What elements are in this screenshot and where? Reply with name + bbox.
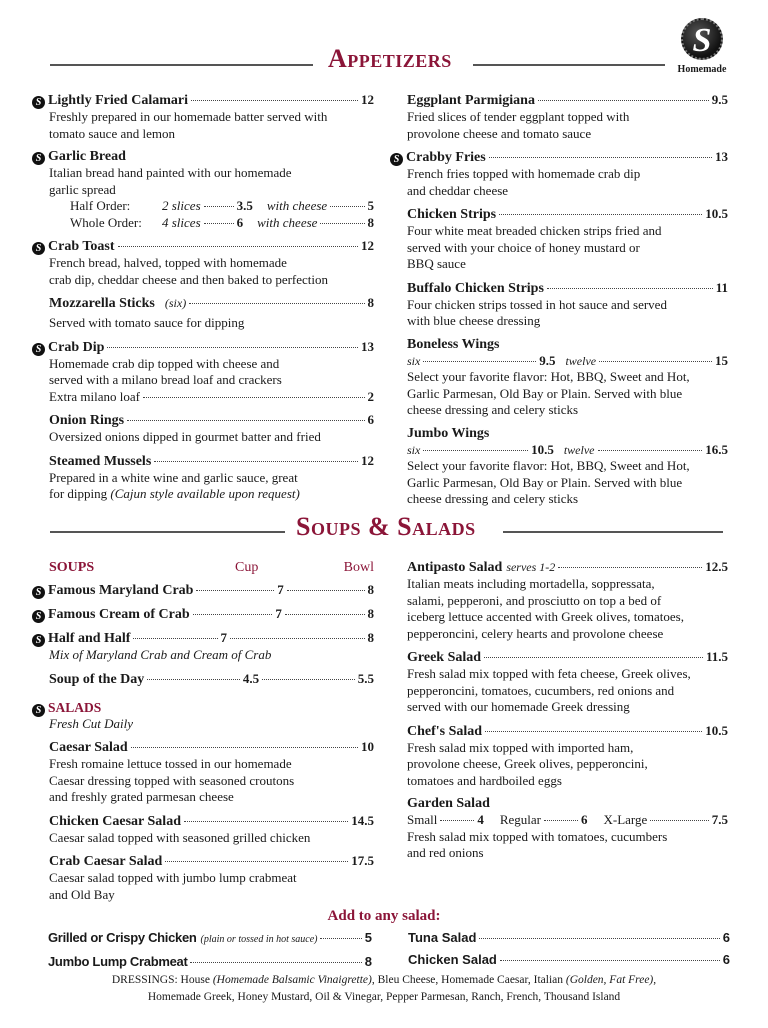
item-desc: Prepared in a white wine and garlic sauce, great for dipping (Cajun style available upon request) bbox=[49, 469, 300, 501]
menu-item bbox=[390, 426, 728, 508]
logo-label: Homemade bbox=[677, 64, 727, 75]
addons-left: Grilled or Crispy Chicken (plain or tossed in hot sauce) 5 Jumbo Lump Crabmeat 8 bbox=[48, 930, 372, 969]
item-price: 12 bbox=[361, 452, 374, 468]
menu-item: Chicken Caesar Salad 14.5 Caesar salad topped with seasoned grilled chicken bbox=[49, 812, 374, 845]
menu-item bbox=[32, 238, 374, 288]
menu-item: Caesar Salad 10 Fresh romaine lettuce tossed in our homemade Caesar dressing topped with seasoned croutons and freshly grated parmesan cheese bbox=[49, 739, 374, 804]
item-price: 13 bbox=[361, 338, 374, 354]
item-desc: Freshly prepared in our homemade batter served with tomato sauce and lemon bbox=[49, 109, 328, 141]
item-price: 9.5 bbox=[711, 92, 728, 107]
menu-item: Greek Salad 11.5 Fresh salad mix topped with feta cheese, Greek olives, pepperoncini, tomatoes, cucumbers, red onions and served with our homemade Greek dressing bbox=[407, 649, 728, 714]
item-desc: Served with tomato sauce for dipping bbox=[49, 315, 245, 330]
menu-item bbox=[390, 280, 728, 330]
menu-item bbox=[32, 412, 374, 446]
item-name: Boneless Wings bbox=[407, 336, 500, 352]
item-desc: Select your favorite flavor: Hot, BBQ, Sweet and Hot, Garlic Parmesan, Old Bay or Plain. Served with blue cheese dressing and celery sticks bbox=[407, 458, 690, 506]
dressings-list: DRESSINGS: House (Homemade Balsamic Vinaigrette), Bleu Cheese, Homemade Caesar, Italian (Golden, Fat Free), Homemade Greek, Honey Mustard, Oil & Vinegar, Pepper Parmesan, Ranch, French, Thousand Island bbox=[111, 974, 657, 1003]
item-name: Buffalo Chicken Strips bbox=[407, 280, 544, 296]
size-row: six 9.5 twelve 15 bbox=[407, 352, 728, 368]
item-desc: Fried slices of tender eggplant topped with provolone cheese and tomato sauce bbox=[407, 109, 630, 141]
option-row: Half Order: 2 slices 3.5 with cheese 5 bbox=[70, 198, 374, 213]
size-row: six 10.5 twelve 16.5 bbox=[407, 441, 728, 457]
homemade-icon: S bbox=[32, 242, 45, 255]
item-price: 6 bbox=[367, 412, 374, 427]
item-name: Chicken Strips bbox=[407, 207, 497, 222]
item-price: 11 bbox=[715, 279, 728, 295]
divider bbox=[50, 64, 313, 66]
item-name: Crabby Fries bbox=[406, 150, 486, 165]
homemade-icon: S bbox=[32, 610, 45, 623]
menu-item bbox=[32, 339, 374, 406]
homemade-icon: S bbox=[390, 153, 403, 166]
menu-item bbox=[32, 92, 374, 142]
homemade-logo bbox=[672, 18, 732, 75]
item-desc: Four white meat breaded chicken strips fried and served with your choice of honey mustard or BBQ sauce bbox=[407, 223, 662, 271]
menu-item bbox=[32, 149, 374, 231]
soup-item: Soup of the Day 4.5 5.5 bbox=[49, 670, 375, 687]
section-title-soups-salads: Soups & Salads bbox=[296, 512, 476, 541]
homemade-icon: S bbox=[32, 586, 45, 599]
homemade-icon: S bbox=[32, 96, 45, 109]
item-name: Crab Dip bbox=[48, 339, 105, 355]
item-name: Garlic Bread bbox=[48, 149, 126, 164]
homemade-icon: S bbox=[32, 152, 45, 165]
menu-item: Garden Salad Small 4 Regular 6 X-Large 7.5 Fresh salad mix topped with tomatoes, cucumbers and red onions bbox=[407, 796, 728, 860]
menu-item: Mozzarella Sticks (six) 8 Served with tomato sauce for dipping bbox=[49, 295, 374, 330]
item-name: Mozzarella Sticks bbox=[49, 296, 155, 311]
item-desc: Oversized onions dipped in gourmet batter and fried bbox=[49, 429, 321, 444]
menu-item bbox=[32, 453, 374, 503]
menu-item: Crab Caesar Salad 17.5 Caesar salad topped with jumbo lump crabmeat and Old Bay bbox=[49, 853, 374, 902]
size-row: Small 4 Regular 6 X-Large 7.5 bbox=[407, 812, 728, 827]
item-desc: Four chicken strips tossed in hot sauce and served with blue cheese dressing bbox=[407, 296, 667, 328]
salads-header: S SALADS Fresh Cut Daily bbox=[32, 700, 374, 733]
homemade-icon: S bbox=[32, 343, 45, 356]
item-desc: Select your favorite flavor: Hot, BBQ, Sweet and Hot, Garlic Parmesan, Old Bay or Plain. Served with blue cheese dressing and celery sticks bbox=[407, 369, 690, 417]
soup-item: S Half and Half 7 8 Mix of Maryland Crab and Cream of Crab bbox=[32, 630, 374, 664]
option-row: Whole Order: 4 slices 6 with cheese 8 bbox=[70, 214, 374, 230]
item-price: 12 bbox=[361, 92, 374, 107]
divider bbox=[473, 64, 665, 66]
item-name: Onion Rings bbox=[49, 413, 125, 428]
addons-heading: Add to any salad: bbox=[327, 908, 441, 924]
soups-header: SOUPS Cup Bowl bbox=[49, 560, 374, 575]
item-name: Jumbo Wings bbox=[407, 425, 490, 441]
leader-dots bbox=[191, 100, 358, 101]
soup-item: S Famous Cream of Crab 7 8 bbox=[32, 606, 374, 623]
item-name: Lightly Fried Calamari bbox=[48, 93, 188, 108]
item-desc: French bread, halved, topped with homemade crab dip, cheddar cheese and then baked to perfection bbox=[49, 255, 329, 287]
soup-item: S Famous Maryland Crab 7 8 bbox=[32, 582, 374, 599]
divider bbox=[50, 531, 285, 533]
addons-right: Tuna Salad 6 Chicken Salad 6 bbox=[408, 930, 730, 967]
menu-item: Chef's Salad 10.5 Fresh salad mix topped with imported ham, provolone cheese, Greek olives, pepperoncini, tomatoes and hardboiled eggs bbox=[407, 722, 728, 788]
homemade-icon: S bbox=[32, 704, 45, 717]
menu-item bbox=[390, 206, 728, 273]
item-name: Crab Toast bbox=[48, 239, 115, 254]
homemade-s-icon: S bbox=[681, 18, 723, 60]
menu-item bbox=[390, 149, 728, 199]
item-name: Eggplant Parmigiana bbox=[407, 93, 535, 108]
section-title-appetizers: Appetizers bbox=[328, 44, 452, 73]
item-name: Steamed Mussels bbox=[49, 453, 152, 469]
menu-item bbox=[390, 337, 728, 419]
item-desc: French fries topped with homemade crab dip and cheddar cheese bbox=[407, 166, 641, 198]
menu-item bbox=[390, 92, 728, 142]
item-price: 12 bbox=[361, 238, 374, 253]
item-price: 10.5 bbox=[705, 206, 728, 221]
salads-right-column bbox=[390, 559, 728, 869]
appetizers-right-column bbox=[390, 92, 728, 515]
divider bbox=[503, 531, 723, 533]
item-desc: Homemade crab dip topped with cheese and served with a milano bread loaf and crackers bbox=[49, 355, 282, 387]
menu-item: Antipasto Salad serves 1-2 12.5 Italian meats including mortadella, soppressata, salami, pepperoni, and prosciutto on top a bed of iceberg lettuce accented with Greek olives, tomatoes, pepperoncini, celery hearts and provolone cheese bbox=[407, 559, 728, 641]
extra-row: Extra milano loaf 2 bbox=[49, 388, 374, 404]
item-desc: Italian bread hand painted with our homemade garlic spread bbox=[49, 165, 292, 197]
homemade-icon: S bbox=[32, 634, 45, 647]
appetizers-left-column bbox=[32, 92, 374, 510]
item-price: 8 bbox=[367, 295, 374, 310]
item-price: 13 bbox=[715, 149, 728, 164]
soups-salads-left-column bbox=[32, 560, 374, 910]
